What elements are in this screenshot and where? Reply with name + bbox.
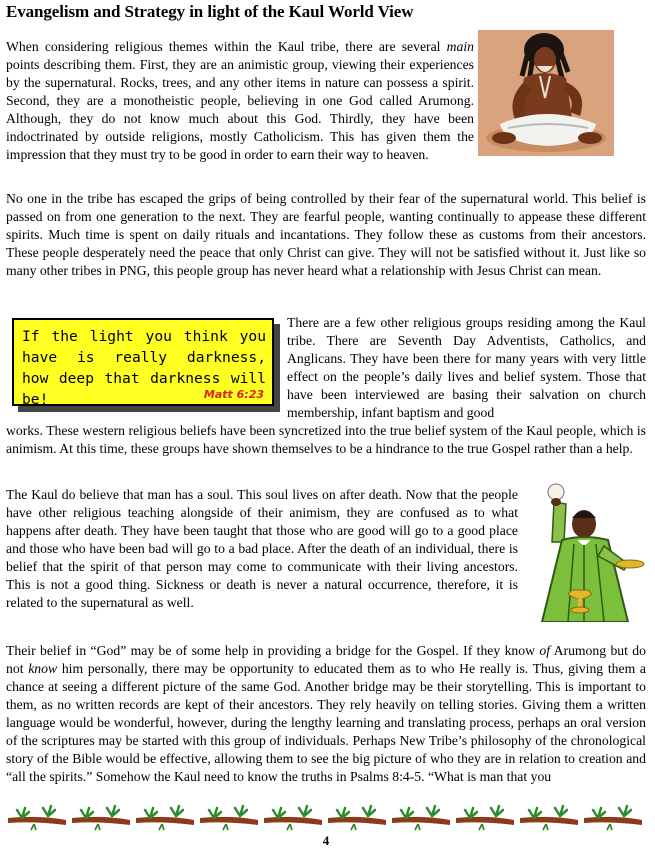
paragraph-4: The Kaul do believe that man has a soul. This soul lives on after death. Now that the people have other religious teaching alongside of their animism, they are confused as to what happens after death. They have been taught that those who are good will go to a good place and those who have been bad will go to a bad place. After the death of an individual, there is belief that the spirit of that person may come to communicate with their living ancestors. This is not a good thing. Sickness or death is never a natural occurrence, therefore, it is related to the supernatural as well. <box>6 487 518 610</box>
branch-segment <box>136 817 194 825</box>
branch-segment <box>264 817 322 825</box>
paragraph-5-text-a: Their belief in “God” may be of some help in providing a bridge for the Gospel. If <box>6 643 473 658</box>
leaf-sprig <box>401 808 413 818</box>
branch-segment <box>200 817 258 825</box>
paragraph-3-part-1: There are a few other religious groups residing among the Kaul tribe. There are Seventh Day Adventists, Catholics, and Anglicans. They have been there for many years with very little effect on the people’s daily lives and belief system. Those that have been interviewed are basing their salvation on church membership, infant baptism and good <box>287 315 646 420</box>
quote-reference: Matt 6:23 <box>203 388 264 401</box>
leaf-sprig <box>107 806 119 816</box>
leaf-sprig-small <box>287 824 292 830</box>
leaf-sprig <box>43 806 55 816</box>
page-title: Evangelism and Strategy in light of the Kaul World View <box>6 2 414 21</box>
priest-illustration <box>526 482 646 622</box>
leaf-sprig <box>171 806 183 816</box>
paragraph-1-italic: main <box>446 39 474 54</box>
branch-segment <box>8 817 66 825</box>
page-number: 4 <box>322 833 330 848</box>
leaf-sprig <box>593 808 605 818</box>
leaf-sprig <box>465 808 477 818</box>
leaf-sprig <box>17 808 29 818</box>
leaf-sprig <box>235 806 247 816</box>
leaf-sprig-small <box>415 824 420 830</box>
leaf-sprig-small <box>95 824 100 830</box>
sitting-man-illustration <box>478 30 614 156</box>
leaf-sprig <box>363 806 375 816</box>
branch-segment <box>584 817 642 825</box>
leaf-sprig <box>273 808 285 818</box>
leaf-sprig-small <box>607 824 612 830</box>
leaf-sprig <box>555 806 567 816</box>
leaf-sprig <box>145 808 157 818</box>
paragraph-3-part-2: works. These western religious beliefs have been syncretized into the true belief system of the Kaul people, which is animism. At this time, these groups have shown themselves to be a hindrance to the true Gospel rather than a help. <box>6 423 646 456</box>
leaf-sprig <box>299 806 311 816</box>
paragraph-5-italic-of: of <box>539 643 551 658</box>
paragraph-1-text-b: points describing them. First, they are an animistic group, viewing their experiences by the supernatural. Rocks, trees, and any other items in nature can possess a spirit. Second, they are a monotheistic people, believing in one God called Arumong. Although, they do not know much about this God. Thirdly, they have been indoctrinated by outside religions, mostly Catholicism. This has given them the impression that they must try to be good in order to earn their way to heaven. <box>6 57 474 162</box>
paragraph-1-text-a: When considering religious themes within the Kaul tribe, there are several <box>6 39 447 54</box>
branch-segment <box>72 817 130 825</box>
paragraph-1 <box>6 38 474 164</box>
paragraph-5-text-c: Arumong but do not <box>6 643 646 676</box>
leaf-sprig-small <box>31 824 36 830</box>
branch-segment <box>392 817 450 825</box>
paragraph-2: No one in the tribe has escaped the grips of being controlled by their fear of the supernatural world. This belief is passed on from one generation to the next. They are fearful people, wanting continually to appease these different spirits. Much time is spent on daily rituals and incantations. They follow these as customs from their ancestors. These people desperately need the peace that only Christ can give. They will not be satisfied without it. Just like so many other tribes in PNG, this people group has never heard what a relationship with Jesus Christ can mean. <box>6 191 646 278</box>
leaf-sprig-small <box>223 824 228 830</box>
leaf-sprig <box>529 808 541 818</box>
paragraph-5 <box>6 642 646 786</box>
leaf-sprig <box>209 808 221 818</box>
leaf-sprig-small <box>159 824 164 830</box>
paragraph-5-text-d: him personally, there may be opportunity to educated them as to who He really is. Thus, giving them a chance at seeing a different picture of the same God. Another bridge may be their storytelling. This is important to them, as no written records are kept of their ancestors. They rely heavily on telling stories. Giving them a written language would be wonderful, however, during the lengthy learning and translating process, perhaps an oral version of the scriptures may be started with this group of individuals. Perhaps New Tribe’s philosophy of the chronological story of the Bible would be effective, allowing them to see the big picture of who they are in relation to creation and “all the spirits.” Somehow the Kaul need to know the truths in Psalms 8:4-5. “What is man that you <box>6 661 646 784</box>
document-page <box>6 0 646 847</box>
paragraph-5-italic-know: know <box>28 661 58 676</box>
quote-text: If the light you think you have is really darkness, how deep that darkness will be! <box>22 328 266 408</box>
branch-border-decoration <box>6 796 646 832</box>
leaf-sprig <box>619 806 631 816</box>
leaf-sprig <box>427 806 439 816</box>
branch-segment <box>520 817 578 825</box>
leaf-sprig <box>491 806 503 816</box>
leaf-sprig-small <box>543 824 548 830</box>
paragraph-5-text-b: they know <box>476 643 540 658</box>
quote-callout <box>12 318 274 406</box>
branch-segment <box>328 817 386 825</box>
leaf-sprig <box>337 808 349 818</box>
leaf-sprig <box>81 808 93 818</box>
leaf-sprig-small <box>351 824 356 830</box>
leaf-sprig-small <box>479 824 484 830</box>
branch-segment <box>456 817 514 825</box>
